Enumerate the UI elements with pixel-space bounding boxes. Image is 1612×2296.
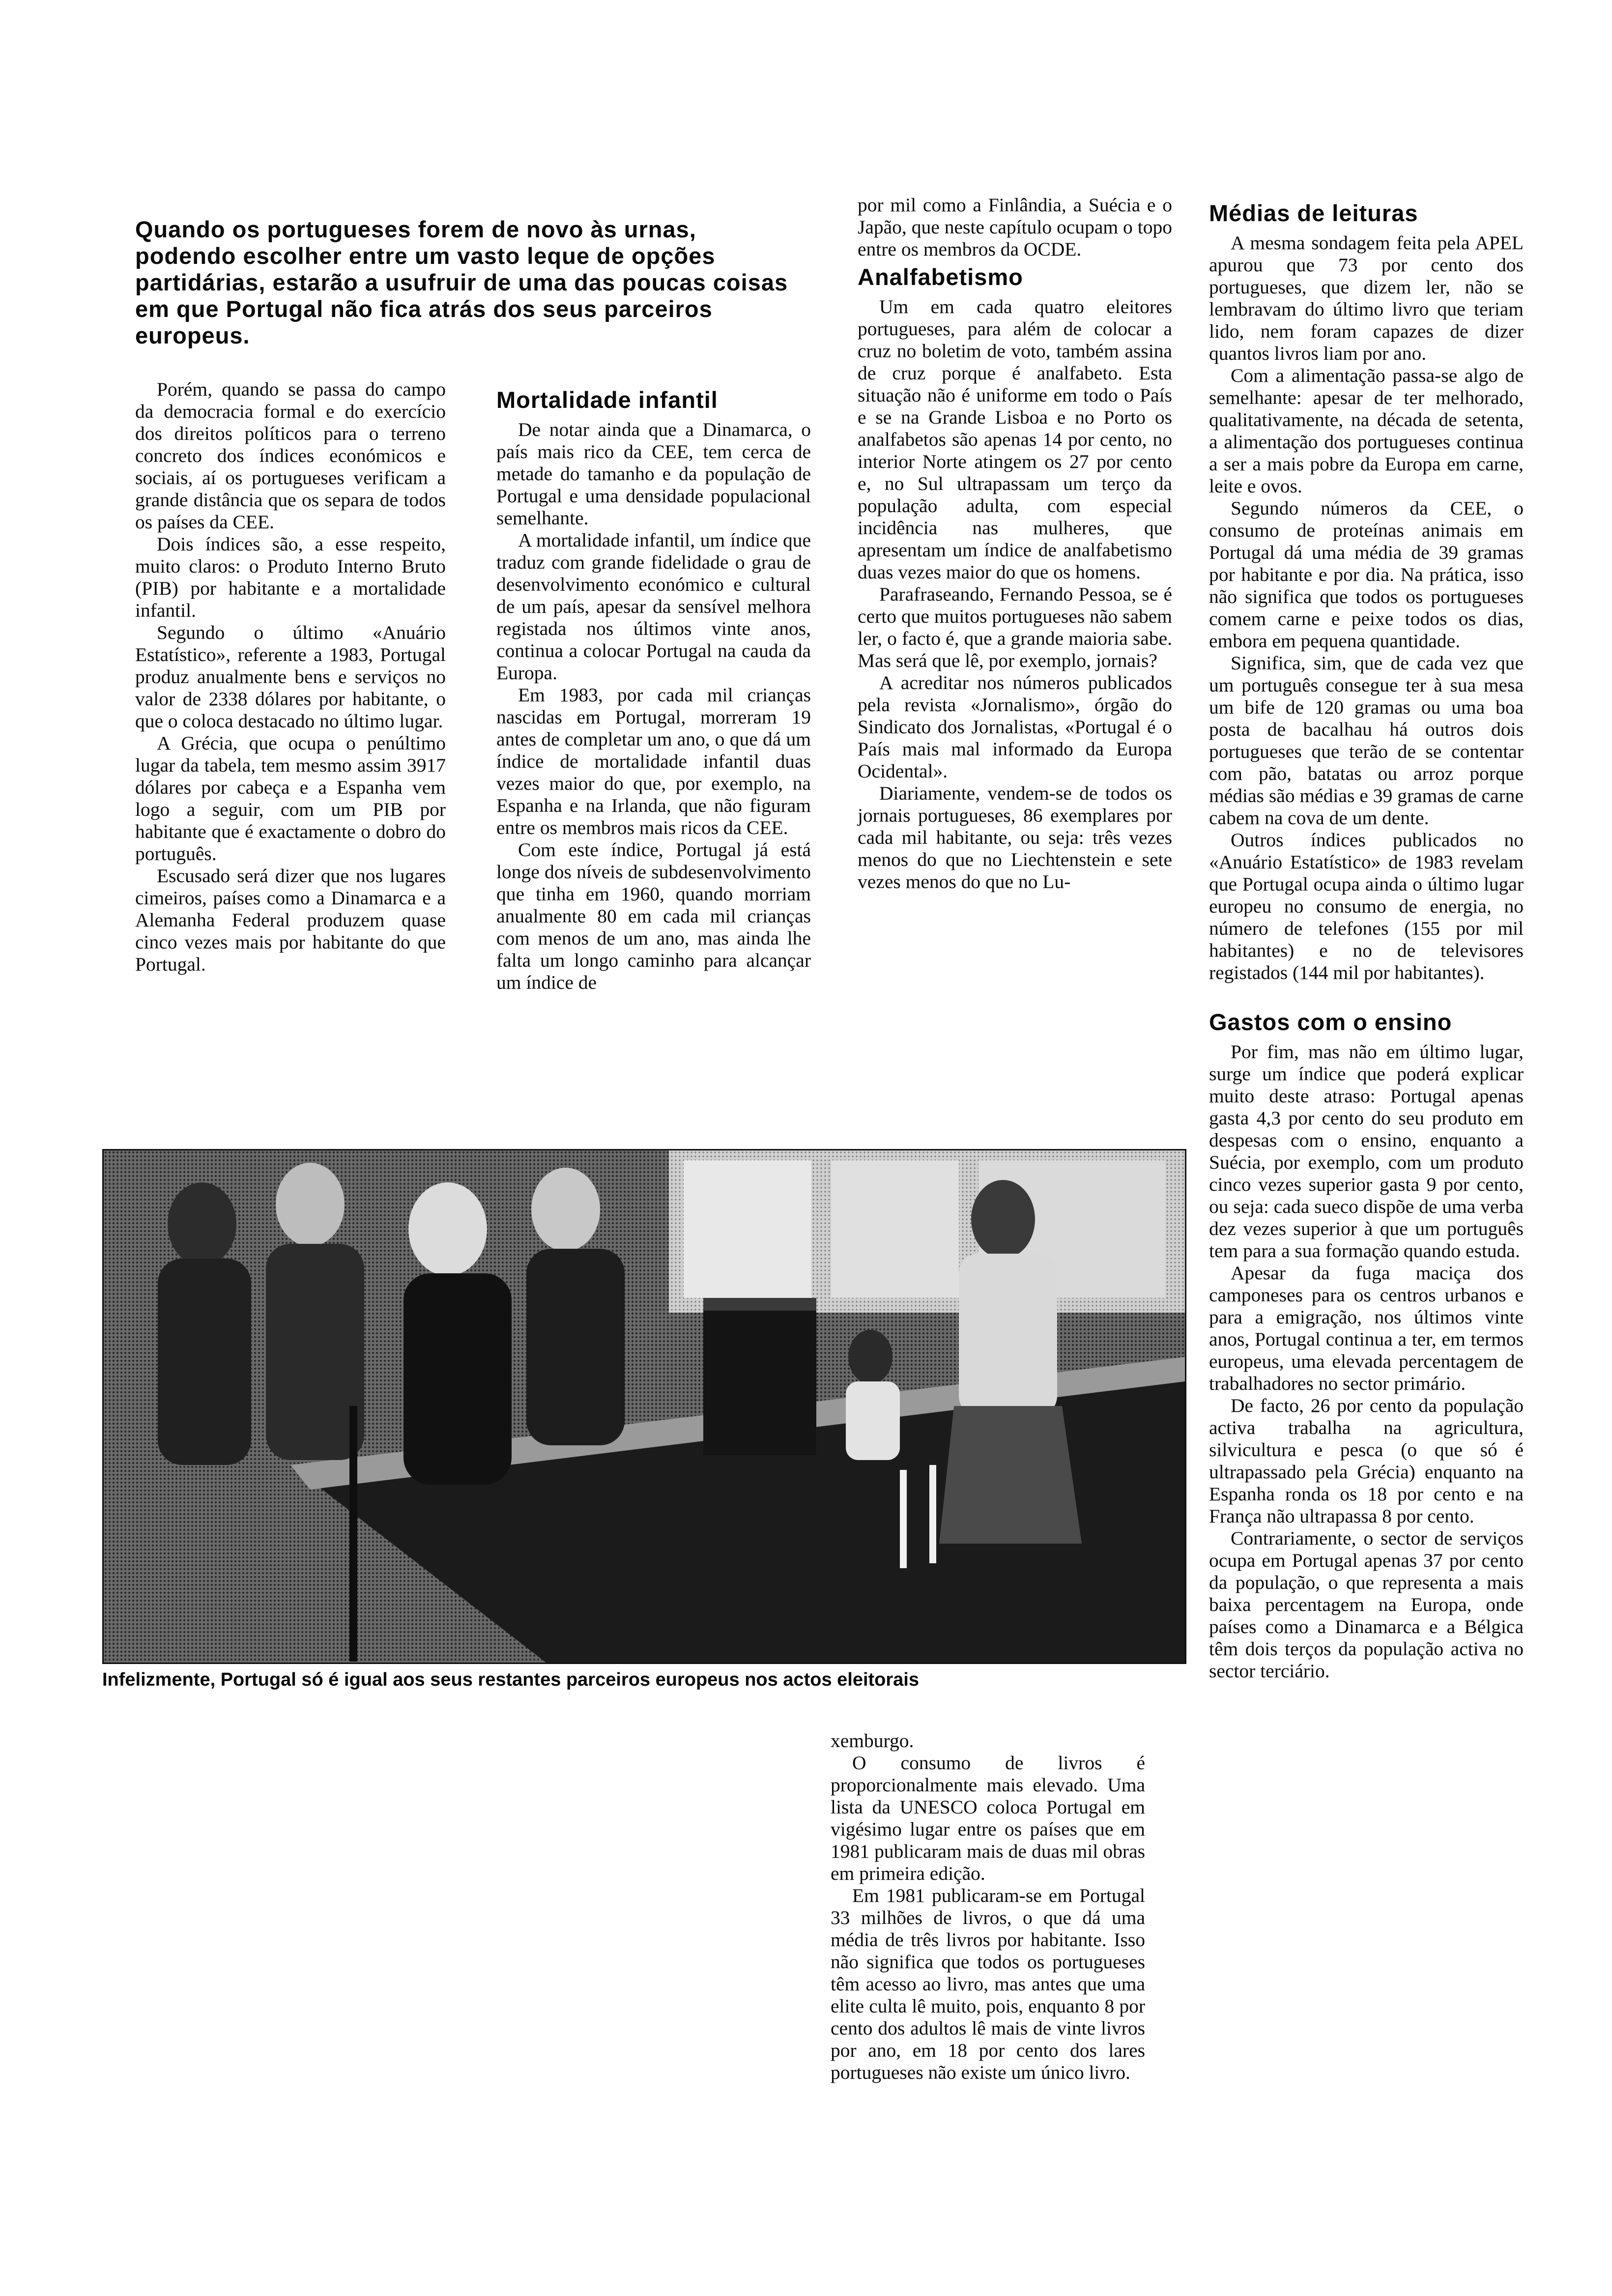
col4-paragraph: Segundo números da CEE, o consumo de proteínas animais em Portugal dá uma média de 39 gramas por habitante e por dia. Na prática, isso não significa que todos os portugueses comem carne e peixe todos os dias, embora em pequena quantidade. — [1209, 497, 1524, 652]
col1-paragraph: Dois índices são, a esse respeito, muito claros: o Produto Interno Bruto (PIB) por habitante e a mortalidade infantil. — [135, 533, 446, 621]
col4-paragraph: Apesar da fuga maciça dos camponeses para os centros urbanos e para a emigração, nos últimos vinte anos, Portugal continua a ter, em termos europeus, uma elevada percentagem de trabalhadores no sector primário. — [1209, 1262, 1524, 1394]
col4-paragraph: Significa, sim, que de cada vez que um português consegue ter à sua mesa um bife de 120 gramas ou uma boa posta de bacalhau há outros dois portugueses que terão de se contentar com pão, batatas ou arroz porque médias são médias e 39 gramas de carne cabem na cova de um dente. — [1209, 652, 1524, 829]
col2-paragraph: Com este índice, Portugal já está longe dos níveis de subdesenvolvimento que tinha em 1960, quando morriam anualmente 80 em cada mil crianças com menos de um ano, mas ainda lhe falta um longo caminho para alcançar um índice de — [496, 839, 811, 993]
heading-medias-de-leituras: Médias de leituras — [1209, 200, 1418, 226]
col1-paragraph: Porém, quando se passa do campo da democracia formal e do exercício dos direitos políticos para o terreno concreto dos índices económicos e sociais, aí os portugueses verificam a grande distância que os separa de todos os países da CEE. — [135, 378, 446, 533]
col3-intro: por mil como a Finlândia, a Suécia e o Japão, que neste capítulo ocupam o topo entre os membros da OCDE. — [858, 194, 1172, 260]
column-2 — [496, 383, 811, 994]
col4-paragraph: Com a alimentação passa-se algo de semelhante: apesar de ter melhorado, qualitativamente, na década de setenta, a alimentação dos portugueses continua a ser a mais pobre da Europa em carne, leite e ovos. — [1209, 365, 1524, 497]
col2-paragraph: De notar ainda que a Dinamarca, o país mais rico da CEE, tem cerca de metade do tamanho e da população de Portugal e uma densidade populacional semelhante. — [496, 419, 811, 529]
col4-paragraph: A mesma sondagem feita pela APEL apurou que 73 por cento dos portugueses, que dizem ler, não se lembravam do último livro que teriam lido, nem foram capazes de dizer quantos livros liam por ano. — [1209, 232, 1524, 364]
col3-paragraph: Um em cada quatro eleitores portugueses, para além de colocar a cruz no boletim de voto, também assina de cruz porque é analfabeto. Esta situação não é uniforme em todo o País e se na Grande Lisboa e no Porto os analfabetos são apenas 14 por cento, no interior Norte atingem os 27 por cento e, no Sul ultrapassam um terço da população adulta, com especial incidência nas mulheres, que apresentam um índice de analfabetismo duas vezes maior do que os homens. — [858, 296, 1172, 583]
col3-paragraph: A acreditar nos números publicados pela revista «Jornalismo», órgão do Sindicato dos Jornalistas, «Portugal é o País mais mal informado da Europa Ocidental». — [858, 672, 1172, 782]
col3-continuation-paragraph: O consumo de livros é proporcionalmente mais elevado. Uma lista da UNESCO coloca Portugal em vigésimo lugar entre os países que em 1981 publicaram mais de duas mil obras em primeira edição. — [831, 1752, 1145, 1884]
column-3 — [858, 194, 1172, 893]
heading-mortalidade-infantil: Mortalidade infantil — [496, 387, 718, 413]
col1-paragraph: Segundo o último «Anuário Estatístico», referente a 1983, Portugal produz anualmente bens e serviços no valor de 2338 dólares por habitante, o que o coloca destacado no último lugar. — [135, 622, 446, 732]
lead-paragraph: Quando os portugueses forem de novo às urnas, podendo escolher entre um vasto leque de opções partidárias, estarão a usufruir de uma das poucas coisas em que Portugal não fica atrás dos seus parceiros europeus. — [135, 216, 788, 348]
col4-paragraph: Outros índices publicados no «Anuário Estatístico» de 1983 revelam que Portugal ocupa ainda o último lugar europeu no consumo de energia, no número de telefones (155 por mil habitantes) e no de televisores registados (144 mil por habitantes). — [1209, 829, 1524, 983]
col3-paragraph: Diariamente, vendem-se de todos os jornais portugueses, 86 exemplares por cada mil habitante, ou seja: três vezes menos do que no Liechtenstein e sete vezes menos do que no Lu- — [858, 782, 1172, 892]
col2-paragraph: A mortalidade infantil, um índice que traduz com grande fidelidade o grau de desenvolvimento económico e cultural de um país, apesar da sensível melhora registada nos últimos vinte anos, continua a colocar Portugal na cauda da Europa. — [496, 529, 811, 684]
col2-paragraph: Em 1983, por cada mil crianças nascidas em Portugal, morreram 19 antes de completar um ano, o que dá um índice de mortalidade infantil duas vezes maior do que, por exemplo, na Espanha e na Irlanda, que não figuram entre os membros mais ricos da CEE. — [496, 684, 811, 838]
col1-paragraph: A Grécia, que ocupa o penúltimo lugar da tabela, tem mesmo assim 3917 dólares por cabeça e a Espanha vem logo a seguir, com um PIB por habitante que é exactamente o dobro do português. — [135, 732, 446, 864]
heading-gastos-com-o-ensino: Gastos com o ensino — [1209, 1009, 1452, 1035]
column-1 — [135, 378, 446, 976]
column-4 — [1209, 197, 1524, 1682]
col4-paragraph: Por fim, mas não em último lugar, surge um índice que poderá explicar muito deste atraso: Portugal apenas gasta 4,3 por cento do seu produto em despesas com o ensino, enquanto a Suécia, por exemplo, com um produto cinco vezes superior gasta 9 por cento, ou seja: cada sueco dispõe de uma verba dez vezes superior à que um português tem para a sua formação quando estuda. — [1209, 1041, 1524, 1262]
column-3-continuation — [831, 1730, 1145, 2084]
col3-continuation-paragraph: Em 1981 publicaram-se em Portugal 33 milhões de livros, o que dá uma média de três livros por habitante. Isso não significa que todos os portugueses têm acesso ao livro, mas antes que uma elite culta lê muito, pois, enquanto 8 por cento dos adultos lê mais de vinte livros por ano, em 18 por cento dos lares portugueses não existe um único livro. — [831, 1885, 1145, 2083]
col4-paragraph: Contrariamente, o sector de serviços ocupa em Portugal apenas 37 por cento da população, o que representa a mais baixa percentagem na Europa, onde países como a Dinamarca e a Bélgica têm dois terços da população activa no sector terciário. — [1209, 1527, 1524, 1682]
col3-paragraph: Parafraseando, Fernando Pessoa, se é certo que muitos portugueses não sabem ler, o facto é, que a grande maioria sabe. Mas será que lê, por exemplo, jornais? — [858, 583, 1172, 671]
voters-photograph — [102, 1149, 1186, 1664]
col4-paragraph: De facto, 26 por cento da população activa trabalha na agricultura, silvicultura e pesca (o que só é ultrapassado pela Grécia) enquanto na Espanha ronda os 18 por cento e na França não ultrapassa 8 por cento. — [1209, 1395, 1524, 1527]
col1-paragraph: Escusado será dizer que nos lugares cimeiros, países como a Dinamarca e a Alemanha Federal produzem quase cinco vezes mais por habitante do que Portugal. — [135, 865, 446, 975]
col3-continuation-paragraph: xemburgo. — [831, 1730, 914, 1751]
photo-caption: Infelizmente, Portugal só é igual aos seus restantes parceiros europeus nos actos eleitorais — [102, 1669, 919, 1690]
heading-analfabetismo: Analfabetismo — [858, 264, 1023, 290]
photo-illustration — [104, 1150, 1185, 1663]
